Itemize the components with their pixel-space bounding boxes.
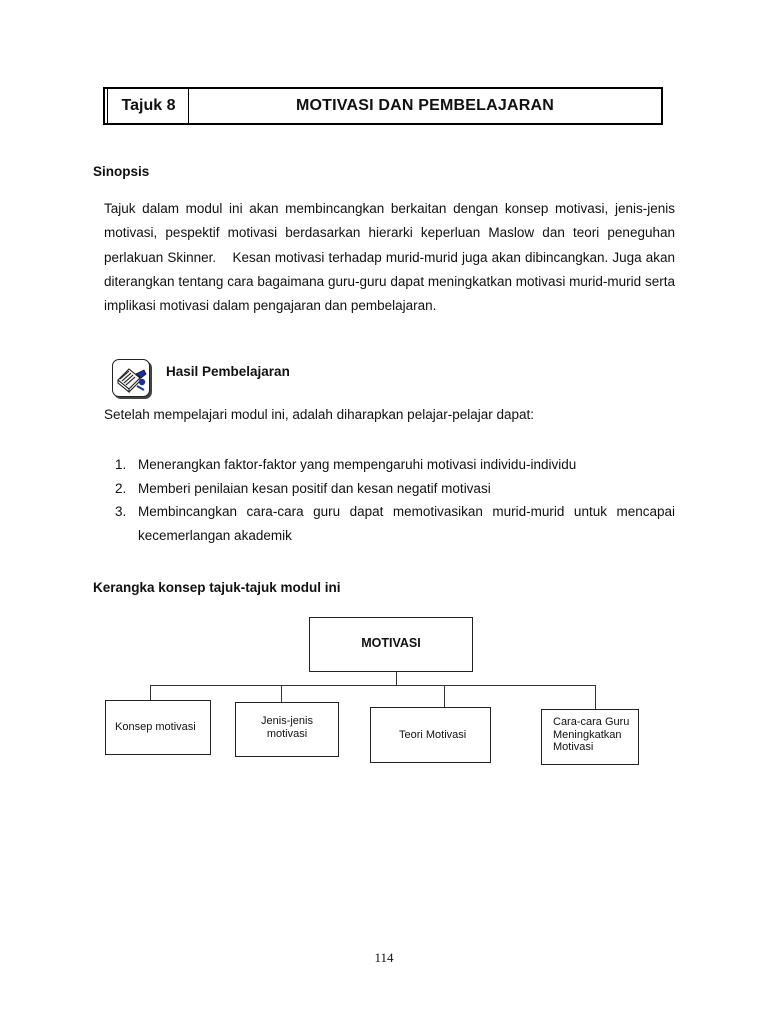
connector-line — [281, 685, 282, 703]
diagram-root-motivasi: MOTIVASI — [309, 617, 473, 672]
list-item-text: Membincangkan cara-cara guru dapat memotivasikan murid-murid untuk mencapai kecemerlangan akademik — [138, 504, 675, 543]
learning-outcomes-heading: Hasil Pembelajaran — [166, 364, 290, 379]
chapter-header — [103, 87, 663, 125]
list-item — [104, 500, 675, 547]
diagram-node-teori: Teori Motivasi — [370, 707, 491, 763]
list-item — [104, 453, 675, 477]
chapter-title: MOTIVASI DAN PEMBELAJARAN — [295, 97, 555, 114]
connector-line — [444, 685, 445, 707]
page-number: 114 — [374, 950, 394, 965]
connector-line — [595, 685, 596, 710]
learning-outcomes-list — [104, 453, 675, 547]
book-hand-icon — [112, 359, 150, 397]
synopsis-heading: Sinopsis — [93, 164, 150, 179]
list-item-number: 2. — [115, 480, 127, 496]
connector-line — [396, 672, 397, 686]
list-item-number: 3. — [115, 504, 127, 519]
connector-line — [150, 685, 595, 686]
list-item — [104, 477, 675, 501]
framework-heading: Kerangka konsep tajuk-tajuk modul ini — [93, 580, 341, 595]
list-item-number: 1. — [115, 457, 127, 472]
synopsis-text: Tajuk dalam modul ini akan membincangkan berkaitan dengan konsep motivasi, jenis-jenis motivasi, pespektif motivasi berdasarkan hierarki keperluan Maslow dan teori peneguhan perlakuan Skinner. Kesan motivasi terhadap murid-murid juga akan dibincangkan. Juga akan diterangkan tentang cara bagaimana guru-guru dapat meningkatkan motivasi murid-murid serta implikasi motivasi dalam pengajaran dan pembelajaran. — [104, 201, 679, 314]
chapter-label: Tajuk 8 — [105, 89, 189, 123]
diagram-node-konsep: Konsep motivasi — [105, 700, 211, 755]
learning-outcomes-intro: Setelah mempelajari modul ini, adalah diharapkan pelajar-pelajar dapat: — [104, 407, 535, 422]
list-item-text: Menerangkan faktor-faktor yang mempengaruhi motivasi individu-individu — [138, 457, 577, 472]
diagram-node-cara: Cara-cara Guru Meningkatkan Motivasi — [541, 709, 639, 765]
diagram-node-jenis: Jenis-jenis motivasi — [235, 702, 339, 757]
connector-line — [150, 685, 151, 701]
list-item-text: Memberi penilaian kesan positif dan kesan negatif motivasi — [138, 480, 491, 496]
